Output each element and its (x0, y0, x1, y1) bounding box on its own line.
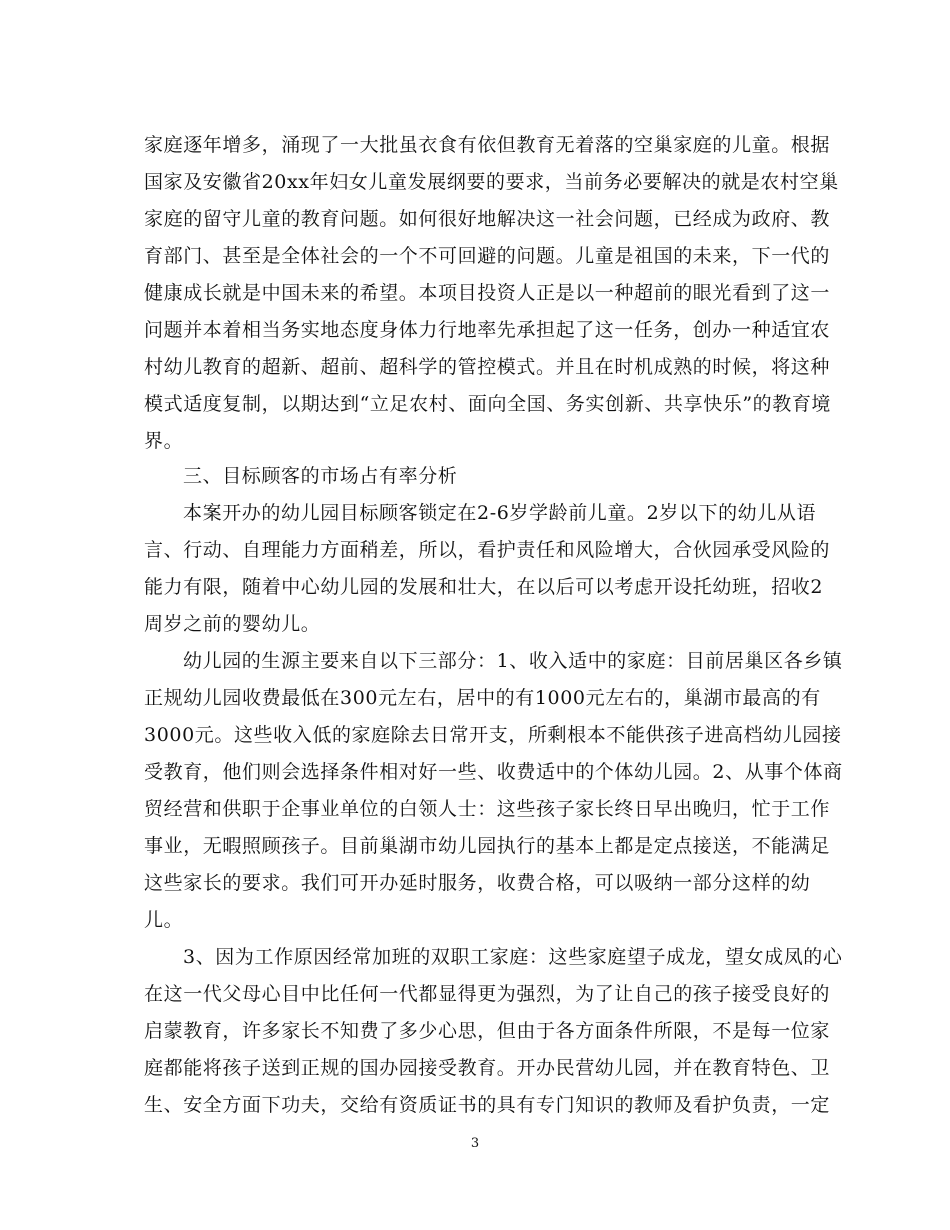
text-line: 事业，无暇照顾孩子。目前巢湖市幼儿园执行的基本上都是定点接送，不能满足 (144, 835, 831, 857)
text-line: 家庭逐年增多，涌现了一大批虽衣食有依但教育无着落的空巢家庭的儿童。根据 (144, 134, 831, 156)
text-line: 正规幼儿园收费最低在300元左右，居中的有1000元左右的，巢湖市最高的有 (144, 687, 821, 709)
text-line: 生、安全方面下功夫，交给有资质证书的具有专门知识的教师及看护负责，一定 (144, 1094, 831, 1116)
text-line: 儿。 (144, 909, 184, 931)
text-line: 模式适度复制，以期达到“立足农村、面向全国、务实创新、共享快乐”的教育境 (144, 393, 832, 415)
text-line: 贸经营和供职于企事业单位的白领人士：这些孩子家长终日早出晚归，忙于工作 (144, 798, 831, 820)
page-number: 3 (470, 1136, 480, 1151)
text-line: 言、行动、自理能力方面稍差，所以，看护责任和风险增大，合伙园承受风险的 (144, 539, 831, 561)
text-line: 幼儿园的生源主要来自以下三部分：1、收入适中的家庭：目前居巢区各乡镇 (183, 650, 843, 672)
text-line: 这些家长的要求。我们可开办延时服务，收费合格，可以吸纳一部分这样的幼 (144, 872, 811, 894)
text-line: 3000元。这些收入低的家庭除去日常开支，所剩根本不能供孩子进高档幼儿园接 (144, 724, 842, 746)
text-line: 周岁之前的婴幼儿。 (144, 613, 321, 635)
text-line: 在这一代父母心目中比任何一代都显得更为强烈，为了让自己的孩子接受良好的 (144, 983, 831, 1005)
text-line: 庭都能将孩子送到正规的国办园接受教育。开办民营幼儿园，并在教育特色、卫 (144, 1057, 831, 1079)
section-heading: 三、目标顾客的市场占有率分析 (183, 465, 458, 487)
text-line: 育部门、甚至是全体社会的一个不可回避的问题。儿童是祖国的未来，下一代的 (144, 245, 831, 267)
text-line: 启蒙教育，许多家长不知费了多少心思，但由于各方面条件所限，不是每一位家 (144, 1020, 831, 1042)
text-line: 健康成长就是中国未来的希望。本项目投资人正是以一种超前的眼光看到了这一 (144, 282, 831, 304)
text-line: 界。 (144, 430, 184, 452)
text-line: 受教育，他们则会选择条件相对好一些、收费适中的个体幼儿园。2、从事个体商 (144, 761, 843, 783)
text-line: 家庭的留守儿童的教育问题。如何很好地解决这一社会问题，已经成为政府、教 (144, 208, 831, 230)
text-line: 问题并本着相当务实地态度身体力行地率先承担起了这一任务，创办一种适宜农 (144, 319, 831, 341)
text-line: 3、因为工作原因经常加班的双职工家庭：这些家庭望子成龙，望女成凤的心 (183, 946, 843, 968)
text-line: 国家及安徽省20xx年妇女儿童发展纲要的要求，当前务必要解决的就是农村空巢 (144, 171, 839, 193)
text-line: 本案开办的幼儿园目标顾客锁定在2-6岁学龄前儿童。2岁以下的幼儿从语 (183, 502, 817, 524)
text-line: 能力有限，随着中心幼儿园的发展和壮大，在以后可以考虑开设托幼班，招收2 (144, 576, 824, 598)
text-line: 村幼儿教育的超新、超前、超科学的管控模式。并且在时机成熟的时候，将这种 (144, 356, 831, 378)
